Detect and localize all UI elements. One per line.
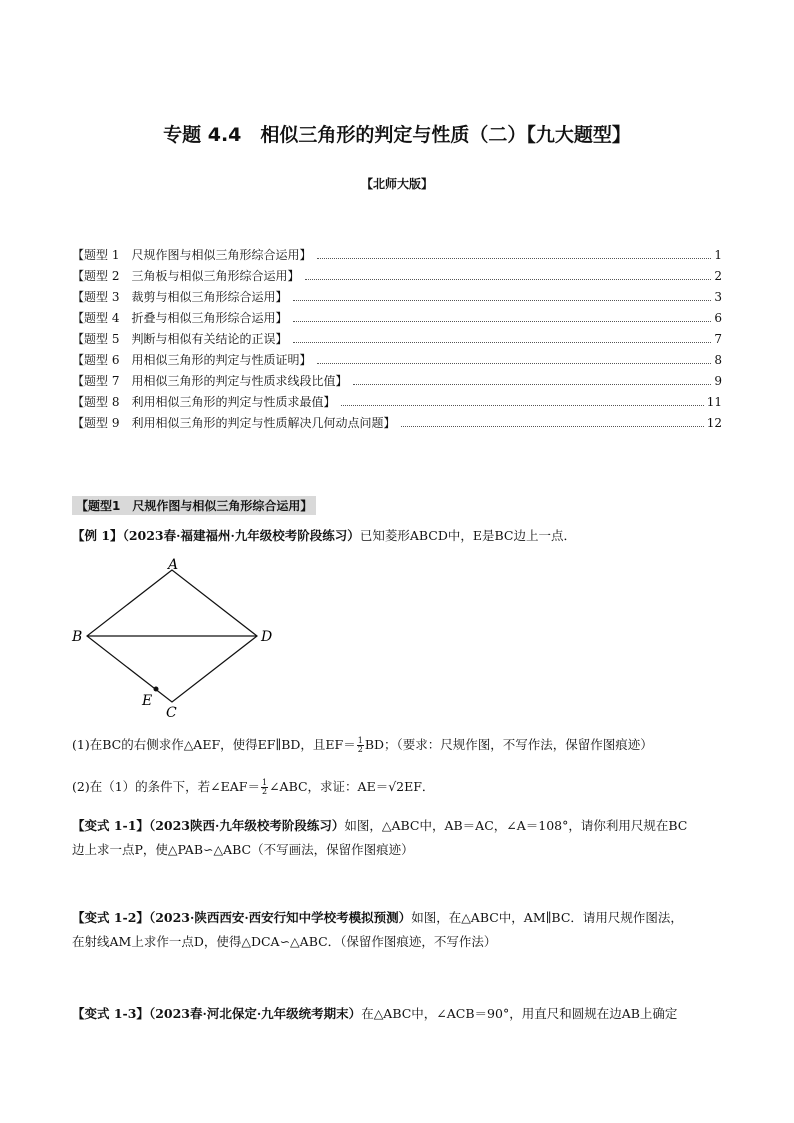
- toc-item-label: 【题型 9 利用相似三角形的判定与性质解决几何动点问题】: [72, 416, 396, 430]
- section-header: 【题型1 尺规作图与相似三角形综合运用】: [72, 496, 316, 515]
- fraction-numerator: 1: [357, 736, 363, 745]
- fraction-half: [357, 737, 364, 754]
- fraction-numerator: 1: [261, 778, 268, 787]
- label-d: D: [261, 629, 273, 645]
- variant-tag: 【变式 1-1】: [72, 818, 149, 833]
- toc-item-page: 9: [714, 374, 722, 388]
- toc-item[interactable]: [72, 393, 722, 414]
- toc-item[interactable]: [72, 309, 722, 330]
- toc-item-label: 【题型 7 用相似三角形的判定与性质求线段比值】: [72, 374, 348, 388]
- variant-line-2: 边上求一点P，使△PAB∽△ABC（不写画法，保留作图痕迹）: [72, 842, 414, 857]
- label-c: C: [166, 705, 177, 720]
- toc-item[interactable]: [72, 267, 722, 288]
- toc-item-page: 8: [714, 353, 722, 367]
- rhombus-figure: [60, 555, 300, 720]
- variant-source: （2023陕西·九年级校考阶段练习）: [148, 818, 345, 833]
- toc-item[interactable]: [72, 414, 722, 435]
- toc-leader: [401, 426, 703, 427]
- toc-leader: [353, 384, 711, 385]
- variant-source: （2023春·河北保定·九年级统考期末）: [148, 1006, 362, 1021]
- example-text: 已知菱形ABCD中，E是BC边上一点．: [359, 528, 576, 543]
- toc-item-page: 7: [714, 332, 722, 346]
- point-e: [154, 687, 159, 692]
- toc-item-page: 1: [714, 248, 722, 262]
- toc-leader: [341, 405, 703, 406]
- toc-leader: [305, 279, 711, 280]
- toc-item[interactable]: [72, 288, 722, 309]
- toc-item-label: 【题型 8 利用相似三角形的判定与性质求最值】: [72, 395, 336, 409]
- example-1-statement: [72, 524, 724, 548]
- variant-line-1: 如图，在△ABC中，AM∥BC．请用尺规作图法，: [411, 910, 683, 925]
- label-e: E: [142, 693, 153, 709]
- fraction-half: [261, 779, 268, 796]
- toc-item-label: 【题型 4 折叠与相似三角形综合运用】: [72, 311, 288, 325]
- toc-leader: [317, 363, 711, 364]
- variant-line-2: 在射线AM上求作一点D，使得△DCA∽△ABC．（保留作图痕迹，不写作法）: [72, 934, 497, 949]
- variant-tag: 【变式 1-2】: [72, 910, 149, 925]
- variant-line-1: 如图，△ABC中，AB＝AC，∠A＝108°，请你利用尺规在BC: [344, 818, 688, 833]
- variant-1-2: [72, 906, 724, 954]
- toc-item-label: 【题型 6 用相似三角形的判定与性质证明】: [72, 353, 312, 367]
- toc-item[interactable]: [72, 351, 722, 372]
- fraction-denominator: 2: [357, 745, 363, 754]
- toc-item-page: 3: [714, 290, 722, 304]
- toc-item[interactable]: [72, 372, 722, 393]
- variant-1-1: [72, 814, 724, 862]
- q2-text-a: (2)在（1）的条件下，若∠EAF＝: [72, 779, 260, 794]
- q1-text-a: (1)在BC的右侧求作△AEF，使得EF∥BD，且EF＝: [72, 737, 356, 752]
- toc-leader: [293, 300, 711, 301]
- toc-item[interactable]: [72, 246, 722, 267]
- example-tag: 【例 1】: [72, 528, 123, 543]
- example-1-question-1: [72, 733, 724, 757]
- label-b: B: [72, 629, 83, 645]
- toc-item-page: 2: [714, 269, 722, 283]
- variant-tag: 【变式 1-3】: [72, 1006, 149, 1021]
- toc-item-page: 6: [714, 311, 722, 325]
- toc-item-label: 【题型 1 尺规作图与相似三角形综合运用】: [72, 248, 312, 262]
- toc-item-label: 【题型 2 三角板与相似三角形综合运用】: [72, 269, 300, 283]
- edition-label: 【北师大版】: [360, 177, 433, 191]
- toc-leader: [293, 321, 711, 322]
- toc-item[interactable]: [72, 330, 722, 351]
- q2-text-b: ∠ABC，求证：AE＝√2EF．: [269, 779, 435, 794]
- toc-item-label: 【题型 3 裁剪与相似三角形综合运用】: [72, 290, 288, 304]
- label-a: A: [168, 557, 179, 573]
- q1-text-b: BD；（要求：尺规作图，不写作法，保留作图痕迹）: [364, 737, 653, 752]
- example-source: （2023春·福建福州·九年级校考阶段练习）: [122, 528, 360, 543]
- toc-item-page: 12: [706, 416, 722, 430]
- toc-item-page: 11: [706, 395, 722, 409]
- toc-leader: [317, 258, 711, 259]
- example-1-question-2: [72, 775, 724, 799]
- page-title: 专题 4.4 相似三角形的判定与性质（二）【九大题型】: [163, 124, 631, 146]
- variant-line-1: 在△ABC中，∠ACB＝90°，用直尺和圆规在边AB上确定: [361, 1006, 678, 1021]
- variant-source: （2023·陕西西安·西安行知中学校考模拟预测）: [148, 910, 412, 925]
- toc-leader: [293, 342, 711, 343]
- variant-1-3: [72, 1002, 724, 1026]
- table-of-contents: [72, 246, 722, 435]
- toc-item-label: 【题型 5 判断与相似有关结论的正误】: [72, 332, 288, 346]
- fraction-denominator: 2: [261, 787, 268, 796]
